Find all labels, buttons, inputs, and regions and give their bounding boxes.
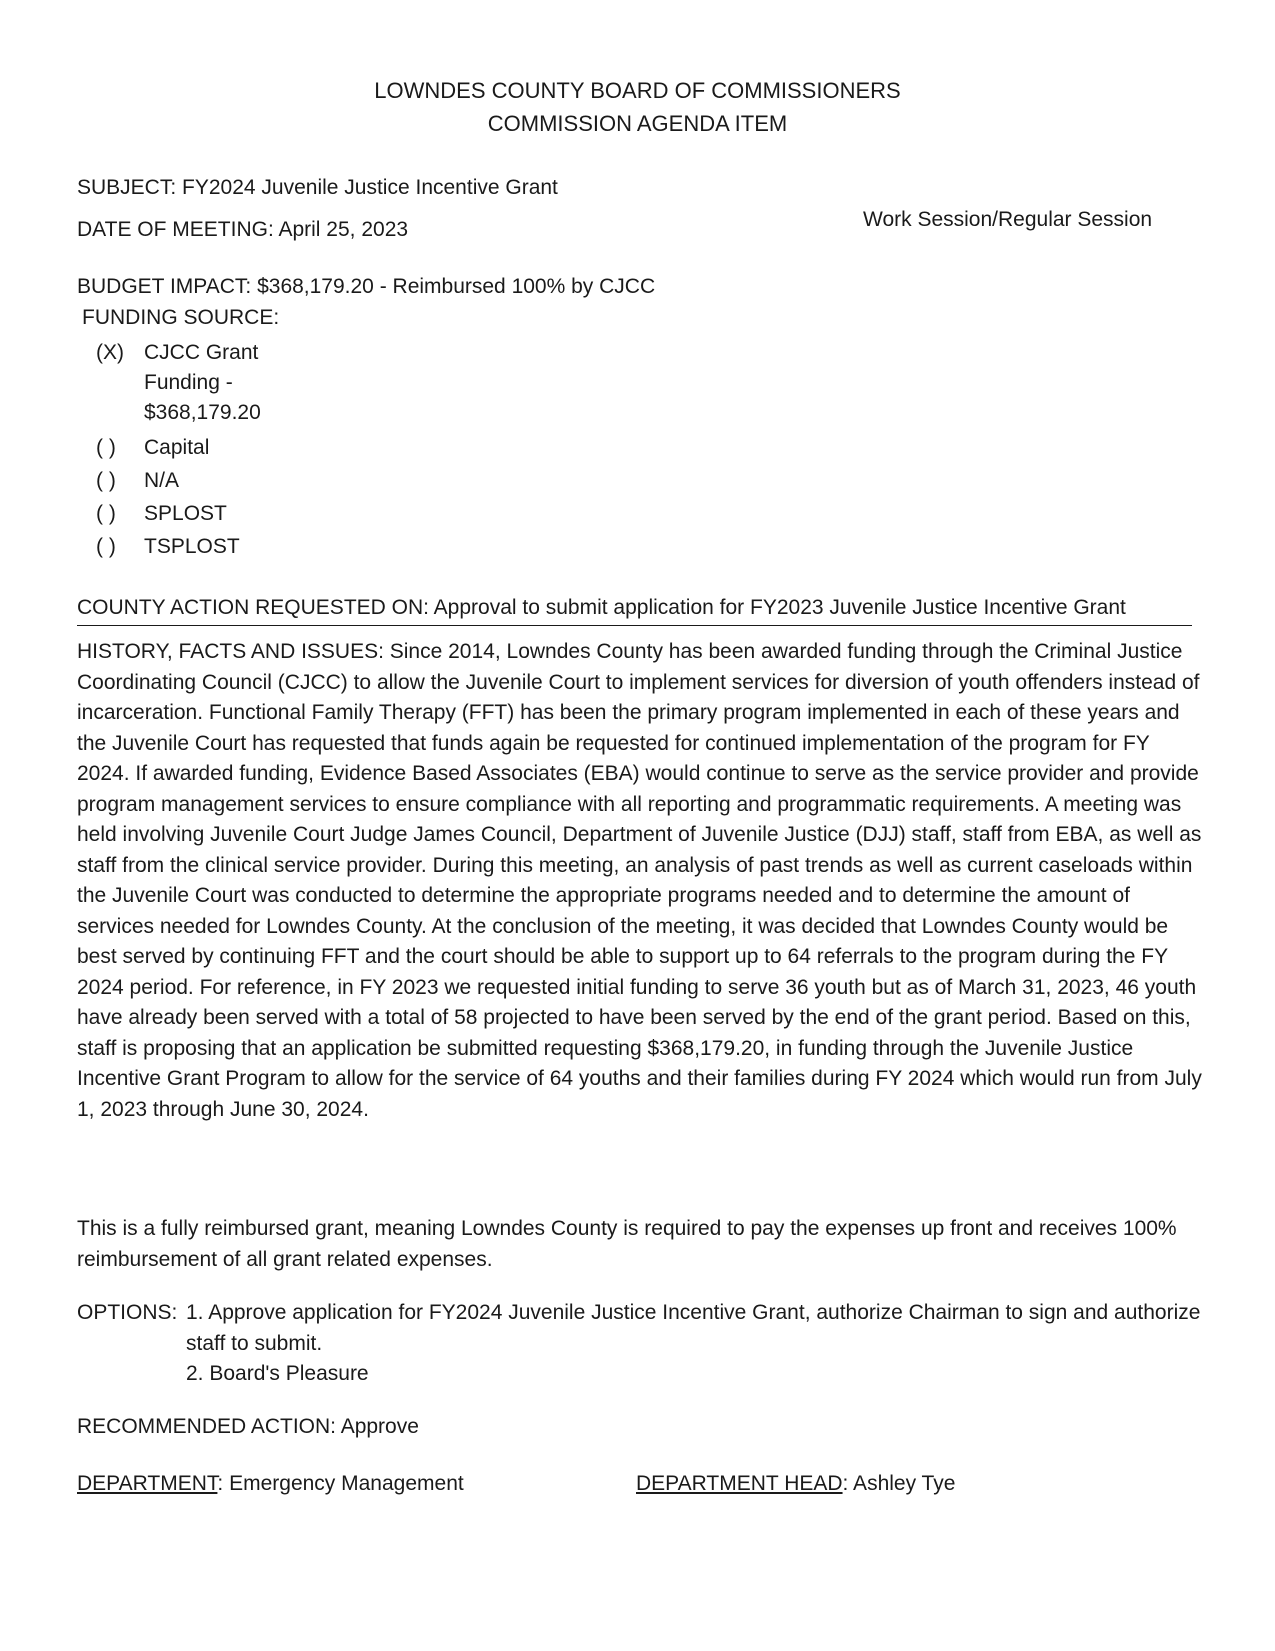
subject-line: SUBJECT: FY2024 Juvenile Justice Incentive Grant [77,176,558,199]
history-facts-issues: HISTORY, FACTS AND ISSUES: Since 2014, Lowndes County has been awarded funding through the Criminal Justice Coordinating Council (CJCC) to allow the Juvenile Court to implement services for diversion of youth offenders instead of incarceration. Functional Family Therapy (FFT) has been the primary program implemented in each of these years and the Juvenile Court has requested that funds again be requested for continued implementation of the program for FY 2024. If awarded funding, Evidence Based Associates (EBA) would continue to serve as the service provider and provide program management services to ensure compliance with all reporting and programmatic requirements. A meeting was held involving Juvenile Court Judge James Council, Department of Juvenile Justice (DJJ) staff, staff from EBA, as well as staff from the clinical service provider. During this meeting, an analysis of past trends as well as current caseloads within the Juvenile Court was conducted to determine the appropriate programs needed and to determine the amount of services needed for Lowndes County. At the conclusion of the meeting, it was decided that Lowndes County would be best served by continuing FFT and the court should be able to support up to 64 referrals to the program during the FY 2024 period. For reference, in FY 2023 we requested initial funding to serve 36 youth but as of March 31, 2023, 46 youth have already been served with a total of 58 projected to have been served by the end of the grant period. Based on this, staff is proposing that an application be submitted requesting $368,179.20, in funding through the Juvenile Justice Incentive Grant Program to allow for the service of 64 youths and their families during FY 2024 which would run from July 1, 2023 through June 30, 2024. [77,640,1202,1121]
document-header [0,74,1275,140]
department-head [636,1469,955,1499]
funding-source-item [96,530,261,563]
funding-source-label: FUNDING SOURCE: [82,306,280,329]
recommended-action: RECOMMENDED ACTION: Approve [77,1415,419,1438]
department-value: : Emergency Management [217,1472,464,1495]
header-subtitle: COMMISSION AGENDA ITEM [487,111,788,136]
option-item: 1. Approve application for FY2024 Juvenile Justice Incentive Grant, authorize Chairman to sign and authorize staff to submit. [186,1301,1201,1355]
funding-source-label-text: CJCC Grant Funding - $368,179.20 [144,341,261,424]
department-head-value: : Ashley Tye [842,1472,956,1495]
header-title: LOWNDES COUNTY BOARD OF COMMISSIONERS [374,78,901,103]
date-of-meeting: DATE OF MEETING: April 25, 2023 [77,218,409,241]
funding-source-item [96,338,261,428]
checkbox-mark: ( ) [96,469,116,492]
funding-source-label-text: TSPLOST [144,535,240,558]
checkbox-mark: ( ) [96,535,116,558]
funding-source-label-text: SPLOST [144,502,227,525]
options-section [77,1298,1217,1390]
county-action-requested: COUNTY ACTION REQUESTED ON: Approval to submit application for FY2023 Juvenile Justice Incentive Grant [77,593,1192,626]
funding-source-item [96,497,261,530]
department [77,1469,464,1499]
funding-source-item [96,431,261,464]
checkbox-mark: ( ) [96,436,116,459]
options-label: OPTIONS: [77,1301,178,1324]
department-label: DEPARTMENT [77,1472,218,1495]
funding-source-label-text: Capital [144,436,210,459]
department-head-label: DEPARTMENT HEAD [636,1472,843,1495]
session-type: Work Session/Regular Session [863,208,1153,231]
options-list [186,1298,1217,1390]
option-item: 2. Board's Pleasure [186,1362,369,1385]
checkbox-mark: ( ) [96,502,116,525]
reimbursement-note: This is a fully reimbursed grant, meaning Lowndes County is required to pay the expenses up front and receives 100% reimbursement of all grant related expenses. [77,1217,1177,1271]
funding-source-label-text: N/A [144,469,180,492]
funding-source-list [96,338,261,563]
checkbox-mark: (X) [96,341,124,364]
budget-impact: BUDGET IMPACT: $368,179.20 - Reimbursed 100% by CJCC [77,275,656,298]
funding-source-item [96,464,261,497]
